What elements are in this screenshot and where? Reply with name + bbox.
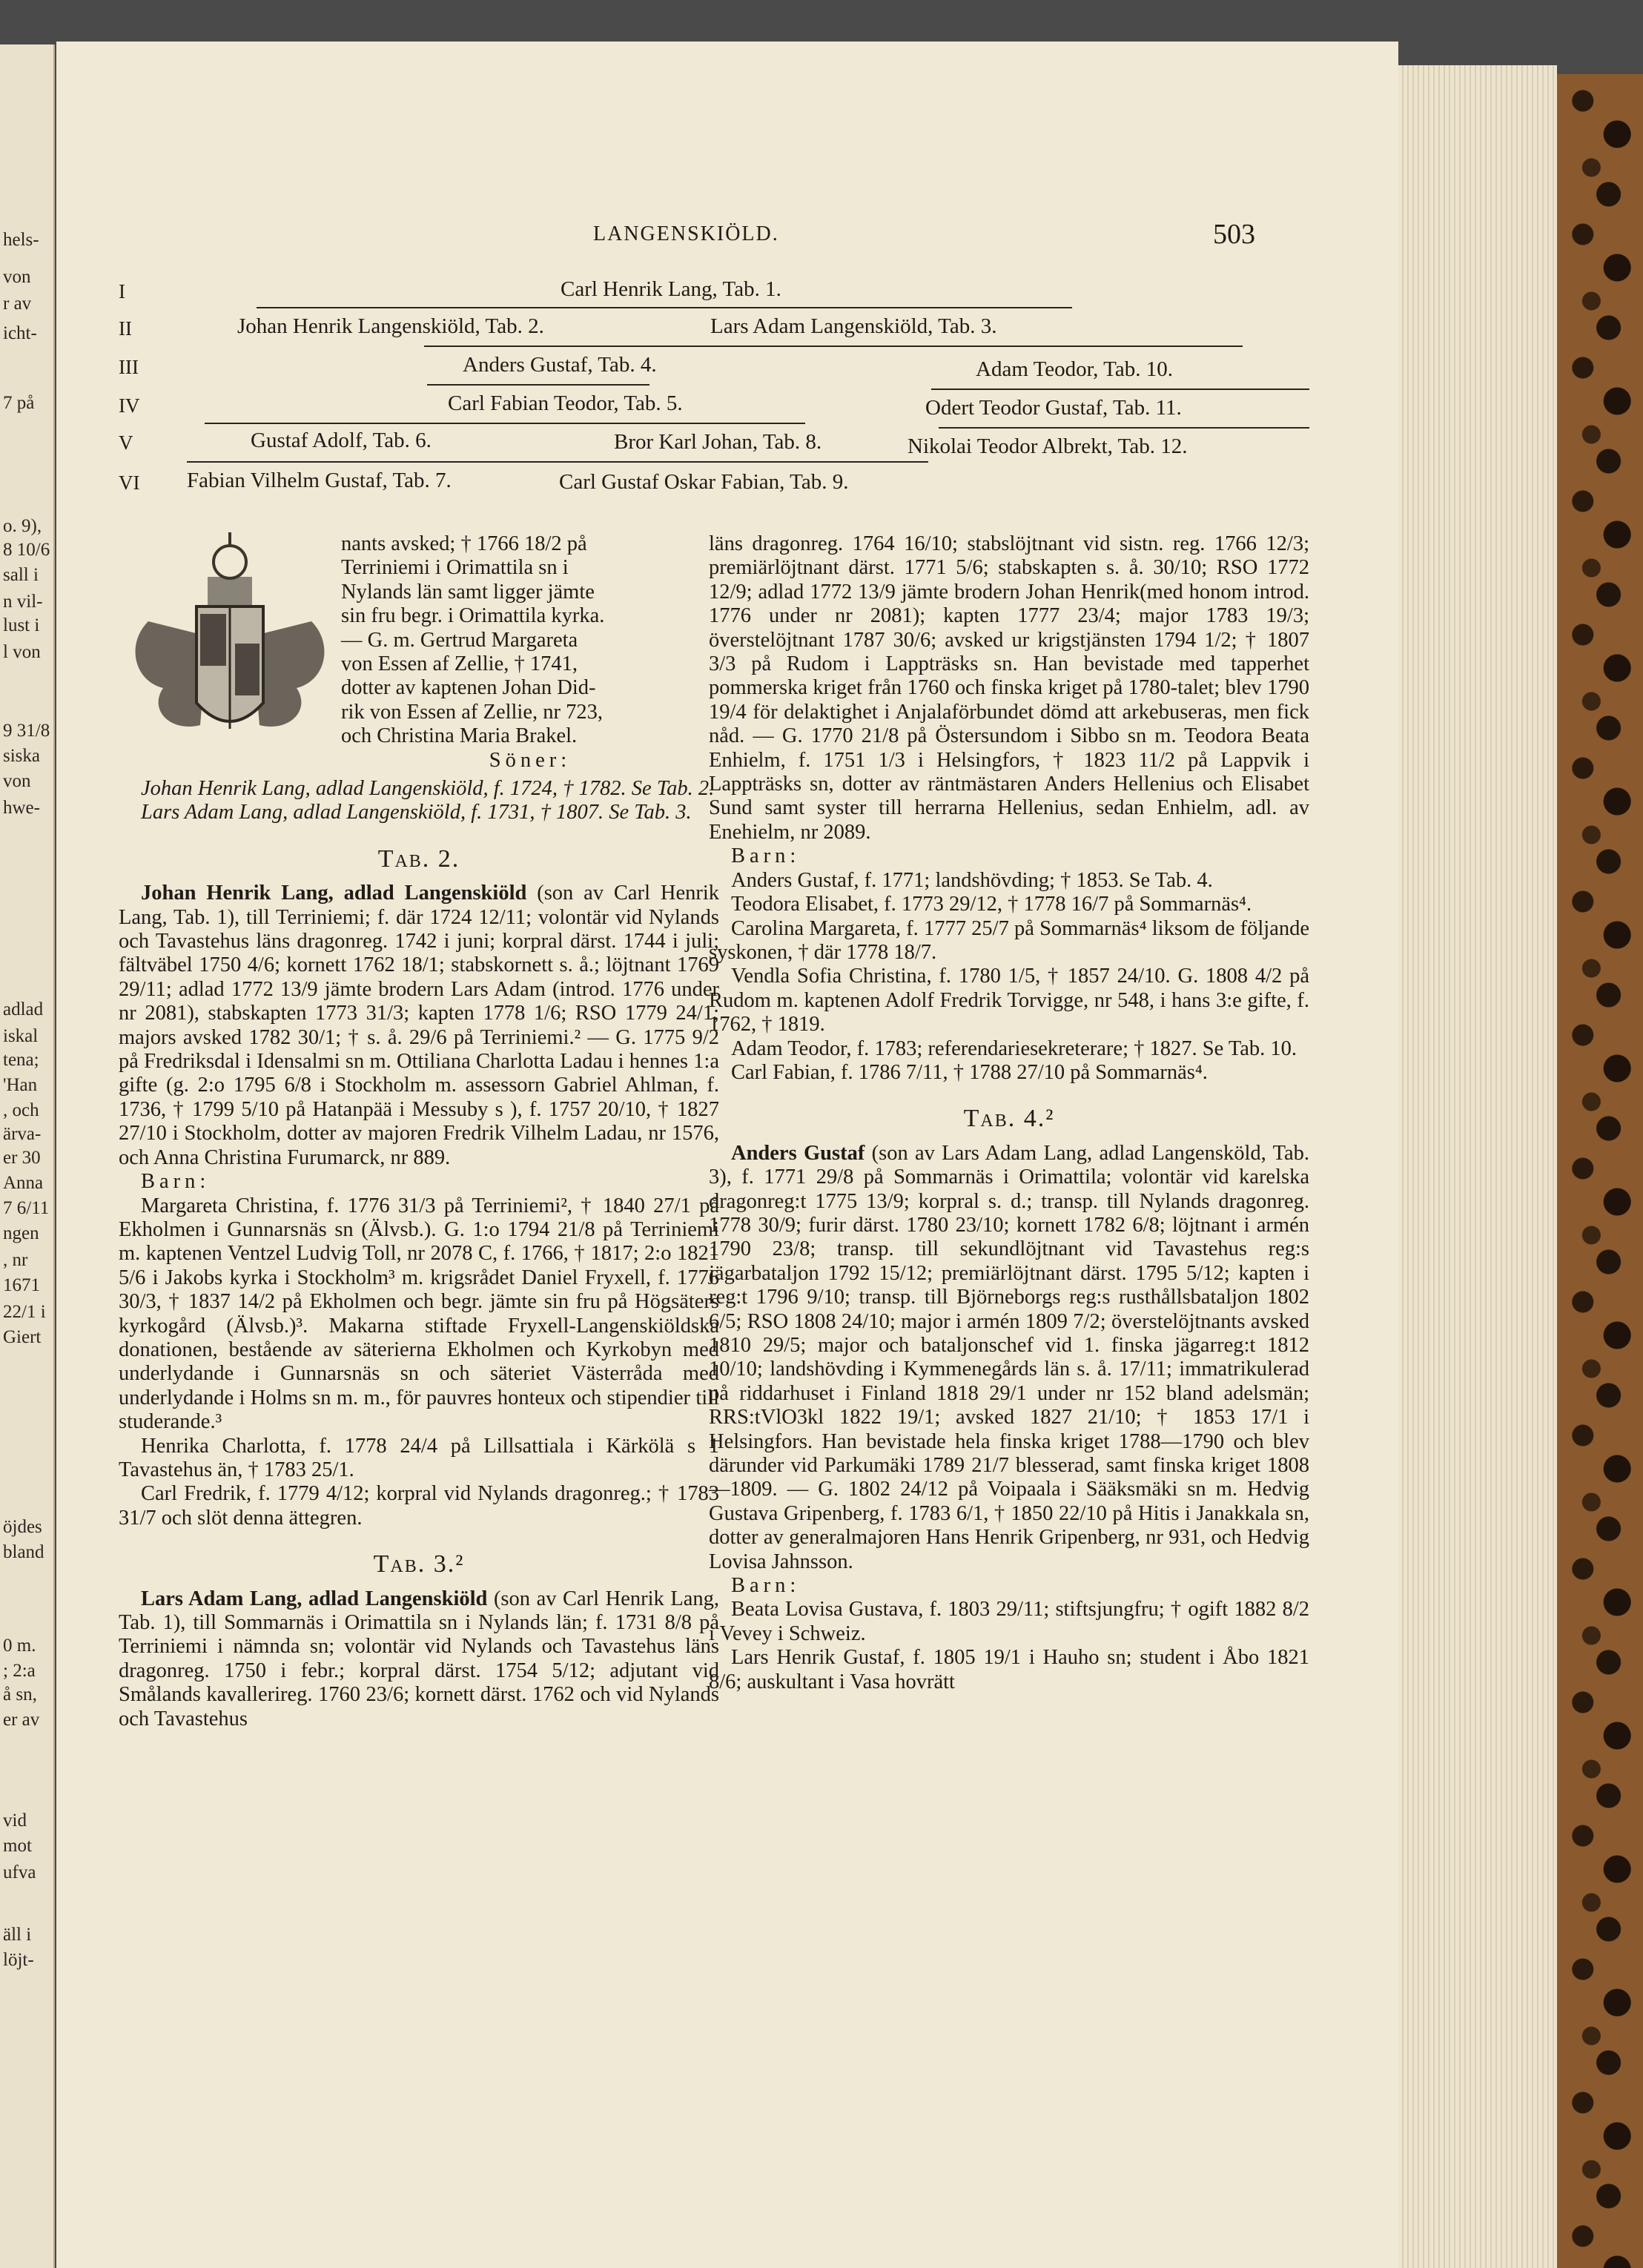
child-entry: Anders Gustaf, f. 1771; landshövding; † 1853. Se Tab. 4.: [731, 868, 1213, 892]
margin-fragment: 9 31/8: [3, 721, 50, 741]
tab-3-text: (son av Carl Henrik Lang, Tab. 1), till Sommarnäs i Orimattila sn i Nylands län; f. 1731 8/8 på Terriniemi i nämnda sn; volontär vid Nylands och Tavastehus läns dragonreg. 1750 i febr.; korpral därst. 1754 5/12; adjutant vid Smålands kavallerireg. 1760 23/6; kornett därst. 1762 och vid Nylands och Tavastehus: [119, 1587, 719, 1730]
tree-node: Anders Gustaf, Tab. 4.: [463, 353, 657, 377]
tree-node: Fabian Vilhelm Gustaf, Tab. 7.: [187, 469, 452, 492]
margin-fragment: bland: [3, 1542, 44, 1562]
margin-fragment: er 30: [3, 1148, 41, 1168]
right-column: [709, 532, 1309, 1694]
tree-node: Gustaf Adolf, Tab. 6.: [251, 429, 432, 452]
tab-4-name: Anders Gustaf: [731, 1141, 865, 1165]
tree-node: Adam Teodor, Tab. 10.: [976, 357, 1173, 381]
tab-4-heading: Tab. 4.²: [963, 1105, 1055, 1133]
barn-label: Barn:: [141, 1170, 211, 1194]
child-entry: Henrika Charlotta, f. 1778 24/4 på Lillsattiala i Kärkölä s 1 Tavastehus än, † 1783 25/1.: [119, 1434, 719, 1481]
intro-line: rik von Essen af Zellie, nr 723,: [341, 700, 603, 724]
book-binding: [1557, 74, 1643, 2268]
tab-3-name: Lars Adam Lang, adlad Langenskiöld: [141, 1587, 488, 1610]
soner-label: Söner:: [489, 748, 572, 772]
generation-label: III: [119, 356, 139, 378]
margin-fragment: sall i: [3, 565, 39, 585]
book-page: [56, 42, 1398, 2268]
intro-line: dotter av kaptenen Johan Did-: [341, 676, 596, 700]
generation-label: V: [119, 432, 133, 454]
margin-fragment: Anna: [3, 1173, 44, 1193]
margin-fragment: ufva: [3, 1862, 36, 1882]
intro-line: nants avsked; † 1766 18/2 på: [341, 532, 587, 555]
intro-line: von Essen af Zellie, † 1741,: [341, 652, 578, 676]
margin-fragment: von: [3, 267, 31, 287]
running-head: LANGENSKIÖLD.: [593, 222, 779, 245]
tree-node: Odert Teodor Gustaf, Tab. 11.: [925, 396, 1182, 420]
margin-fragment: löjt-: [3, 1950, 34, 1970]
intro-line: Nylands län samt ligger jämte: [341, 580, 595, 604]
tab-3-heading: Tab. 3.²: [373, 1550, 465, 1578]
margin-fragment: von: [3, 771, 31, 791]
margin-fragment: , och: [3, 1100, 39, 1120]
barn-label: Barn:: [731, 844, 801, 868]
margin-fragment: öjdes: [3, 1517, 42, 1537]
page-block-edge: [1398, 65, 1557, 2268]
tree-node: Carl Fabian Teodor, Tab. 5.: [448, 391, 683, 415]
margin-fragment: hels-: [3, 230, 39, 250]
margin-fragment: 8 10/6: [3, 540, 50, 560]
margin-fragment: 'Han: [3, 1075, 38, 1095]
tree-node: Nikolai Teodor Albrekt, Tab. 12.: [908, 434, 1188, 458]
generation-label: VI: [119, 472, 140, 494]
coat-of-arms: [119, 532, 341, 777]
intro-line: — G. m. Gertrud Margareta: [341, 628, 578, 652]
margin-fragment: 22/1 i: [3, 1302, 46, 1322]
margin-fragment: n vil-: [3, 592, 43, 612]
margin-fragment: iskal: [3, 1026, 39, 1046]
child-entry: Adam Teodor, f. 1783; referendariesekreterare; † 1827. Se Tab. 10.: [731, 1037, 1297, 1060]
tab-3-continuation: läns dragonreg. 1764 16/10; stabslöjtnant vid sistn. reg. 1766 12/3; premiärlöjtnant därst. 1771 5/6; stabskapten s. å. 30/10; RSO 1772 12/9; adlad 1772 13/9 jämte brodern Johan Henrik(med honom introd. 1776 under nr 2081); kapten 1777 23/4; major 1783 19/3; överstelöjtnant 1787 30/6; avsked ur krigstjänsten 1794 1/2; † 1807 3/3 på Rudom i Lappträsks sn. Han bevistade med tapperhet pommerska kriget från 1760 och finska kriget på 1780-talet; blev 1790 19/4 för delaktighet i Anjalaförbundet dömd att arkebuseras, men fick nåd. — G. 1770 21/8 på Östersundom i Sibbo sn m. Teodora Beata Enhielm, f. 1751 1/3 i Helsingfors, † 1823 11/2 på Lappvik i Lappträsks sn, dotter av räntmästaren Anders Hellenius och Elisabet Sund samt syster till herrarna Hellenius, sedan Enhielm, adl. av Enehielm, nr 2089.: [709, 532, 1309, 844]
adjacent-page-sliver: [0, 44, 55, 2268]
margin-fragment: , nr: [3, 1250, 28, 1270]
margin-fragment: vid: [3, 1811, 27, 1831]
margin-fragment: l von: [3, 642, 41, 662]
child-entry: Carl Fabian, f. 1786 7/11, † 1788 27/10 på Sommarnäs⁴.: [731, 1060, 1208, 1084]
genealogy-tree: [56, 42, 1398, 516]
tree-node: Carl Gustaf Oskar Fabian, Tab. 9.: [559, 470, 849, 494]
tab-4-text: (son av Lars Adam Lang, adlad Langensköld, Tab. 3), f. 1771 29/8 på Sommarnäs i Orimattila; volontär vid karelska dragonreg:t 1775 13/9; korpral s. d.; transp. till Nylands dragonreg. 1778 30/9; furir därst. 1780 23/10; kornett 1782 6/8; löjtnant i armén 1790 23/8; transp. till sekundlöjtnant vid Tavastehus reg:s jägarbataljon 1792 15/12; premiärlöjtnant därst. 1795 5/12; kapten i reg:t 1796 9/10; transp. till Björneborgs reg:s rusthållsbataljon 1802 6/5; RSO 1808 24/10; major i armén 1809 7/2; överstelöjtnants avsked 1810 29/5; major och bataljonschef vid 1. finska jägarreg:t 1812 10/10; landshövding i Kymmenegårds län s. å. 17/11; immatrikulerad på riddarhuset i Finland 1818 29/1 under nr 152 bland adelsmän; RRS:tVlO3kl 1822 19/1; avsked 1827 21/10; † 1853 17/1 i Helsingfors. Han bevistade hela finska kriget 1788—1790 och blev därunder vid Parkumäki 1789 21/7 blesserad, samt finska kriget 1808—1809. — G. 1802 24/12 på Voipaala i Sääksmäki sn m. Hedvig Gustava Gripenberg, f. 1783 6/1, † 1850 22/10 på Hitis i Janakkala sn, dotter av generalmajoren Hans Henrik Gripenberg, nr 931, och Hedvig Lovisa Jahnsson.: [709, 1141, 1310, 1573]
generation-label: I: [119, 280, 125, 302]
intro-line: och Christina Maria Brakel.: [341, 724, 578, 748]
margin-fragment: 7 på: [3, 393, 35, 413]
generation-label: II: [119, 317, 132, 340]
page-number: 503: [1213, 219, 1255, 250]
margin-fragment: ; 2:a: [3, 1661, 36, 1681]
child-entry: Margareta Christina, f. 1776 31/3 på Terriniemi², † 1840 27/1 på Ekholmen i Gunnarsnäs sn (Älvsb.). G. 1:o 1794 21/8 på Terriniemi m. kaptenen Ventzel Ludvig Toll, nr 2078 C, f. 1766, † 1817; 2:o 1821 5/6 i Jakobs kyrka i Stockholm³ m. krigsrådet Daniel Fryxell, f. 1776 30/3, † 1837 14/2 på Ekholmen och begr. jämte sin fru på Högsäters kyrkogård (Älvsb.)³. Makarna stiftade Fryxell-Langenskiöldska donationen, bestående av säterierna Ekholmen och Kyrkobyn med underlydande i Gunnarsnäs sn och säteriet Västerråda med underlydande i Holms sn m. m., för pauvres honteux och stipendier till studerande.³: [119, 1194, 719, 1434]
son-entry: Johan Henrik Lang, adlad Langenskiöld, f. 1724, † 1782. Se Tab. 2.: [141, 777, 715, 800]
margin-fragment: icht-: [3, 323, 37, 343]
tree-node: Bror Karl Johan, Tab. 8.: [614, 430, 822, 454]
barn-label: Barn:: [731, 1574, 801, 1598]
margin-fragment: Giert: [3, 1327, 42, 1347]
margin-fragment: tena;: [3, 1050, 39, 1070]
child-entry: Beata Lovisa Gustava, f. 1803 29/11; stiftsjungfru; † ogift 1882 8/2 i Vevey i Schweiz.: [709, 1598, 1309, 1645]
margin-fragment: ärva-: [3, 1124, 42, 1144]
margin-fragment: ngen: [3, 1223, 39, 1243]
margin-fragment: 0 m.: [3, 1636, 36, 1656]
child-entry: Carl Fredrik, f. 1779 4/12; korpral vid Nylands dragonreg.; † 1783 31/7 och slöt denna ättegren.: [119, 1482, 719, 1530]
margin-fragment: 1671: [3, 1275, 40, 1295]
tree-node: Lars Adam Langenskiöld, Tab. 3.: [710, 314, 997, 338]
margin-fragment: mot: [3, 1836, 32, 1856]
margin-fragment: 7 6/11: [3, 1198, 50, 1218]
tab-2-name: Johan Henrik Lang, adlad Langenskiöld: [141, 882, 527, 905]
intro-line: sin fru begr. i Orimattila kyrka.: [341, 604, 605, 628]
child-entry: Teodora Elisabet, f. 1773 29/12, † 1778 16/7 på Sommarnäs⁴.: [731, 893, 1252, 916]
tab-2-heading: Tab. 2.: [377, 844, 460, 873]
margin-fragment: adlad: [3, 999, 44, 1019]
tree-node: Carl Henrik Lang, Tab. 1.: [561, 277, 781, 301]
coat-of-arms-icon: [119, 532, 341, 777]
margin-fragment: lust i: [3, 615, 40, 635]
child-entry: Vendla Sofia Christina, f. 1780 1/5, † 1857 24/10. G. 1808 4/2 på Rudom m. kaptenen Adolf Fredrik Torvigge, nr 548, i hans 3:e gifte, f. 1762, † 1819.: [709, 965, 1309, 1037]
margin-fragment: r av: [3, 294, 32, 314]
tab-2-text: (son av Carl Henrik Lang, Tab. 1), till Terriniemi; f. där 1724 12/11; volontär vid Nylands och Tavastehus läns dragonreg. 1742 i juni; korpral därst. 1744 i juli; fältväbel 1750 4/6; kornett 1762 18/1; stabskornett s. å.; löjtnant 1769 29/11; adlad 1772 13/9 jämte brodern Lars Adam (introd. 1776 under nr 2081), stabskapten 1773 31/3; kapten 1778 1/6; RSO 1779 24/1; majors avsked 1782 30/1; † s. å. 29/6 på Terriniemi.² — G. 1775 9/2 på Fredriksdal i Idensalmi sn m. Ottiliana Charlotta Ladau i hennes 1:a gifte (g. 2:o 1795 6/8 i Stockholm m. assessorn Gabriel Ahlman, f. 1736, † 1799 5/10 på Hatanpää i Messuby s ), f. 1757 20/10, † 1827 27/10 i Stockholm, dotter av majoren Fredrik Vilhelm Ladau, nr 1576, och Anna Christina Furumarck, nr 889.: [119, 882, 719, 1169]
child-entry: Lars Henrik Gustaf, f. 1805 19/1 i Hauho sn; student i Åbo 1821 8/6; auskultant i Vasa hovrätt: [709, 1646, 1309, 1693]
margin-fragment: o. 9),: [3, 516, 42, 536]
margin-fragment: å sn,: [3, 1685, 37, 1705]
margin-fragment: äll i: [3, 1925, 32, 1945]
child-entry: Carolina Margareta, f. 1777 25/7 på Sommarnäs⁴ liksom de följande syskonen, † där 1778 18/7.: [709, 916, 1309, 964]
margin-fragment: er av: [3, 1710, 40, 1730]
margin-fragment: hwe-: [3, 798, 40, 818]
margin-fragment: siska: [3, 746, 40, 766]
generation-label: IV: [119, 394, 140, 417]
left-column: [119, 532, 719, 1731]
tree-node: Johan Henrik Langenskiöld, Tab. 2.: [237, 314, 544, 338]
son-entry: Lars Adam Lang, adlad Langenskiöld, f. 1731, † 1807. Se Tab. 3.: [141, 801, 692, 824]
intro-line: Terriniemi i Orimattila sn i: [341, 556, 569, 580]
